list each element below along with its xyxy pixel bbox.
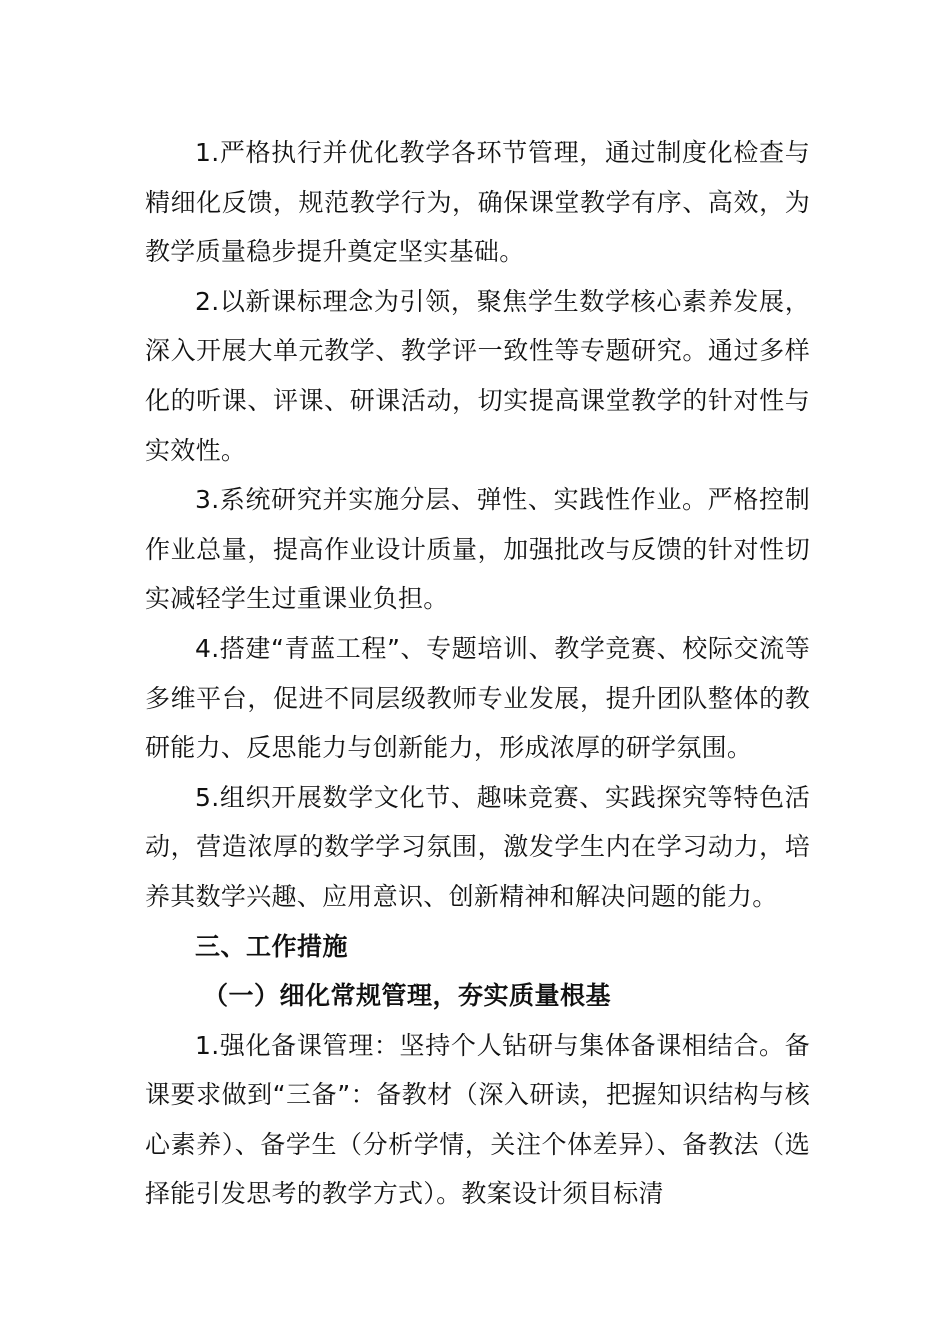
subsection-heading: （一）细化常规管理，夯实质量根基 [203,981,612,1011]
goal-paragraph-4: 4.搭建“青蓝工程”、专题培训、教学竞赛、校际交流等多维平台，促进不同层级教师专业发展，提升团队整体的教研能力、反思能力与创新能力，形成浓厚的研学氛围。 [145,633,810,763]
goal-paragraph-3: 3.系统研究并实施分层、弹性、实践性作业。严格控制作业总量，提高作业设计质量，加强批改与反馈的针对性切实减轻学生过重课业负担。 [145,485,810,614]
goal-paragraph-1: 1.严格执行并优化教学各环节管理，通过制度化检查与精细化反馈，规范教学行为，确保课堂教学有序、高效，为教学质量稳步提升奠定坚实基础。 [145,138,810,267]
section-heading: 三、工作措施 [195,931,349,961]
goal-paragraph-5: 5.组织开展数学文化节、趣味竞赛、实践探究等特色活动，营造浓厚的数学学习氛围，激发学生内在学习动力，培养其数学兴趣、应用意识、创新精神和解决问题的能力。 [145,782,810,911]
measure-paragraph-1: 1.强化备课管理：坚持个人钻研与集体备课相结合。备课要求做到“三备”：备教材（深入研读，把握知识结构与核心素养）、备学生（分析学情，关注个体差异）、备教法（选择能引发思考的教学方式）。教案设计须目标清 [145,1030,810,1209]
document-body [145,128,810,1219]
goal-paragraph-2: 2.以新课标理念为引领，聚焦学生数学核心素养发展，深入开展大单元教学、教学评一致性等专题研究。通过多样化的听课、评课、研课活动，切实提高课堂教学的针对性与实效性。 [145,286,810,465]
